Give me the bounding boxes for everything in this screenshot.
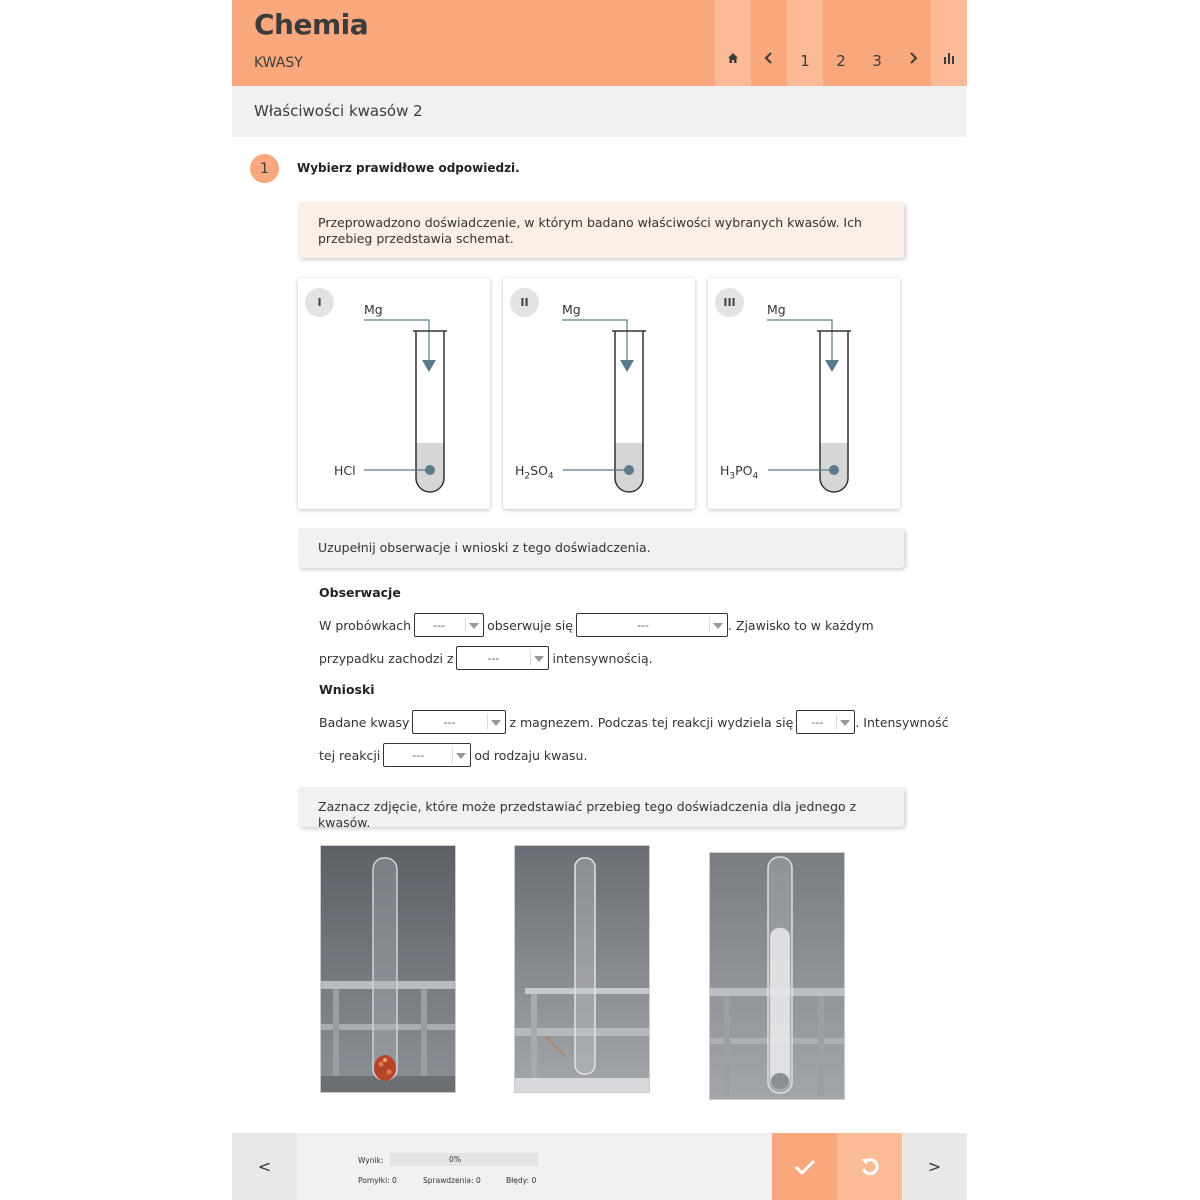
roman-numeral: II <box>510 288 539 317</box>
photo-option-2[interactable] <box>514 845 650 1093</box>
roman-numeral: III <box>715 288 744 317</box>
chevron-down-icon <box>469 623 479 629</box>
chevron-down-icon <box>840 720 850 726</box>
obs-dropdown-tubes[interactable]: --- <box>414 613 484 637</box>
obs-text-1b: obserwuje się <box>487 617 573 633</box>
errors-count: Błędy: 0 <box>506 1176 537 1185</box>
next-page-button[interactable] <box>895 0 931 86</box>
obs-text-2b: intensywnością. <box>552 650 653 666</box>
acid-label: $H_3PO_4$ <box>720 463 759 482</box>
conc-dropdown-gas[interactable]: --- <box>796 710 855 734</box>
conc-text-1c: . Intensywność <box>855 714 949 730</box>
fill-prompt-text: Uzupełnij obserwacje i wnioski z tego doświadczenia. <box>318 540 651 555</box>
page-3-button[interactable]: 3 <box>872 52 882 70</box>
intro-box <box>298 202 904 258</box>
conc-text-1a: Badane kwasy <box>319 714 410 730</box>
home-button[interactable] <box>715 0 751 86</box>
conc-dropdown-dependence[interactable]: --- <box>383 743 471 767</box>
test-tube-diagram <box>503 278 695 509</box>
acid-label: $H_2SO_4$ <box>515 463 554 482</box>
obs-text-1c: . Zjawisko to w każdym <box>727 617 874 633</box>
top-nav <box>715 0 967 86</box>
check-answers-button[interactable] <box>772 1133 837 1200</box>
conclusions-heading: Wnioski <box>319 682 375 697</box>
app-title: Chemia <box>254 8 369 41</box>
fill-prompt-box <box>298 528 904 568</box>
task-instruction: Wybierz prawidłowe odpowiedzi. <box>297 161 520 175</box>
bar-chart-icon <box>943 52 955 64</box>
stats-button[interactable] <box>931 0 967 86</box>
app-subtitle: KWASY <box>254 55 303 71</box>
metal-label: Mg <box>767 302 786 317</box>
header <box>232 0 967 86</box>
diagram-card-2 <box>503 278 695 509</box>
conc-text-1b: z magnezem. Podczas tej reakcji wydziela się <box>509 714 794 730</box>
chevron-down-icon <box>713 623 723 629</box>
roman-numeral: I <box>305 288 334 317</box>
test-tube-diagram <box>298 278 490 509</box>
test-tube-photo-image <box>515 846 650 1093</box>
observations-heading: Obserwacje <box>319 585 401 600</box>
metal-label: Mg <box>562 302 581 317</box>
home-icon <box>727 52 739 64</box>
score-label: Wynik: <box>358 1156 384 1165</box>
section-title: Właściwości kwasów 2 <box>254 102 423 120</box>
photo-option-1[interactable] <box>320 845 456 1093</box>
prev-page-button[interactable] <box>751 0 787 86</box>
score-value: 0% <box>449 1155 461 1164</box>
observations-line-2 <box>319 645 653 671</box>
photo-option-3[interactable] <box>709 852 845 1100</box>
photo-prompt-text: Zaznacz zdjęcie, które może przedstawiać przebieg tego doświadczenia dla jednego z kwasów. <box>318 799 857 830</box>
app-window <box>232 0 967 1200</box>
obs-text-2a: przypadku zachodzi z <box>319 650 454 666</box>
observations-line-1 <box>319 612 874 638</box>
conc-text-2b: od rodzaju kwasu. <box>474 747 588 763</box>
obs-dropdown-intensity[interactable]: --- <box>456 646 549 670</box>
intro-text: Przeprowadzono doświadczenie, w którym badano właściwości wybranych kwasów. Ich przebieg przedstawia schemat. <box>318 215 862 246</box>
chevron-left-icon <box>764 52 774 64</box>
chevron-down-icon <box>491 720 501 726</box>
conc-text-2a: tej reakcji <box>319 747 381 763</box>
diagram-card-1 <box>298 278 490 509</box>
conc-dropdown-reaction[interactable]: --- <box>412 710 506 734</box>
checkmark-icon <box>794 1159 816 1175</box>
acid-label: HCl <box>334 463 356 478</box>
obs-dropdown-phenomenon[interactable]: --- <box>576 613 728 637</box>
reset-button[interactable] <box>837 1133 902 1200</box>
conclusions-line-2 <box>319 742 587 768</box>
reset-icon <box>859 1156 881 1178</box>
chevron-down-icon <box>534 656 544 662</box>
diagram-card-3 <box>708 278 900 509</box>
chevron-right-icon <box>908 52 918 64</box>
section-bar <box>232 86 967 137</box>
chevron-down-icon <box>456 753 466 759</box>
page-2-button[interactable]: 2 <box>836 52 846 70</box>
obs-text-1a: W probówkach <box>319 617 412 633</box>
test-tube-photo-image <box>321 846 456 1093</box>
footer <box>232 1133 967 1200</box>
score-progress-bar <box>390 1153 538 1166</box>
page-1-button[interactable]: 1 <box>787 0 823 86</box>
checks-count: Sprawdzenia: 0 <box>423 1176 481 1185</box>
conclusions-line-1 <box>319 709 949 735</box>
task-number: 1 <box>250 154 279 183</box>
test-tube-photo-image <box>710 853 845 1100</box>
test-tube-diagram <box>708 278 900 509</box>
metal-label: Mg <box>364 302 383 317</box>
footer-next-button[interactable]: > <box>902 1133 967 1200</box>
footer-prev-button[interactable]: < <box>232 1133 297 1200</box>
photo-prompt-box <box>298 787 904 830</box>
mistakes-count: Pomyłki: 0 <box>358 1176 397 1185</box>
